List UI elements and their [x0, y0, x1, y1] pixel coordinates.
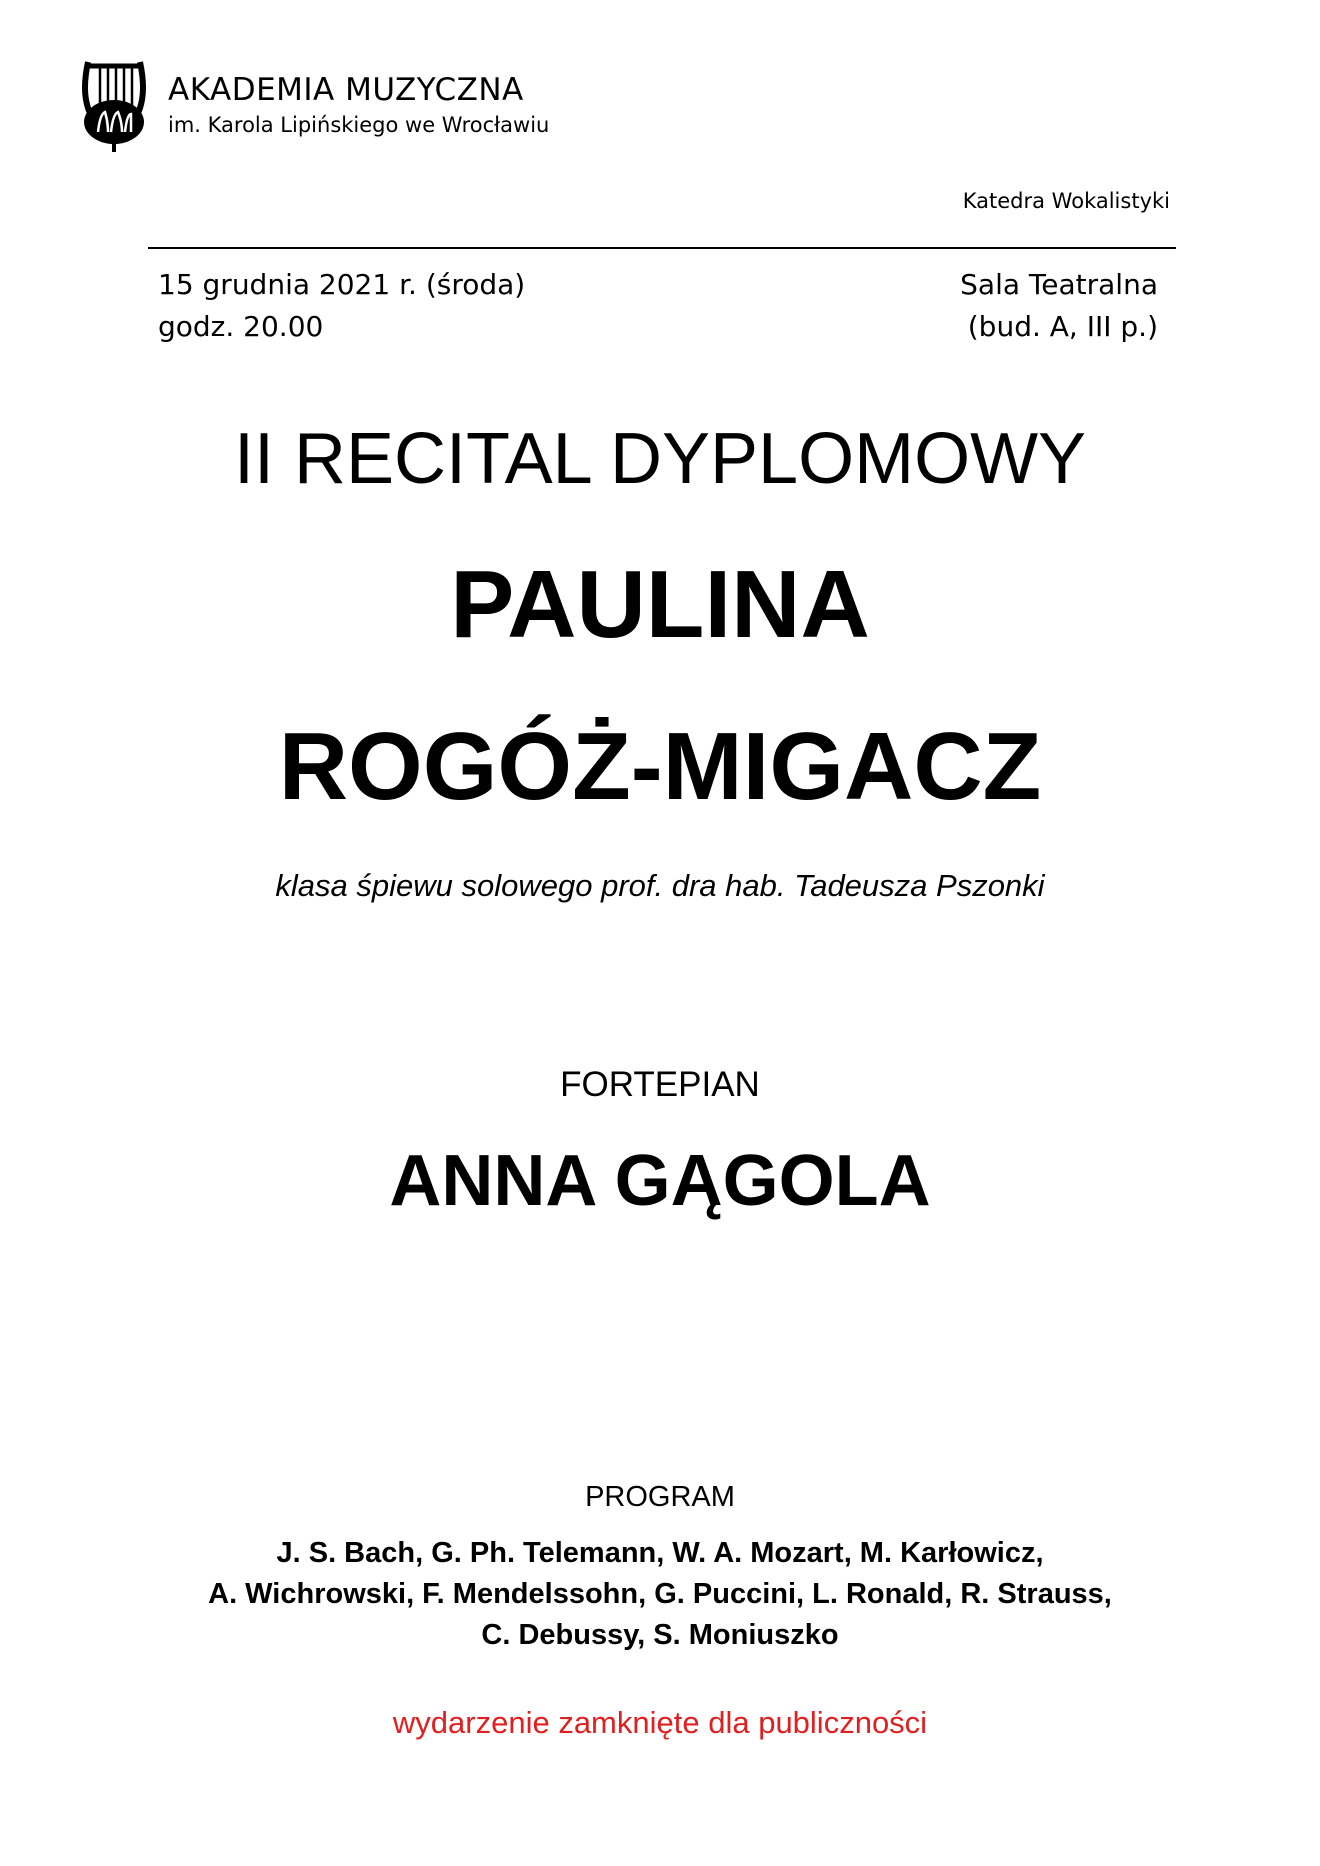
recital-title: II RECITAL DYPLOMOWY	[233, 419, 1087, 499]
header-divider	[148, 247, 1176, 249]
event-time: godz. 20.00	[158, 310, 324, 343]
institution-name: AKADEMIA MUZYCZNA	[168, 72, 524, 108]
composer-line: J. S. Bach, G. Ph. Telemann, W. A. Mozart, M. Karłowicz,	[276, 1537, 1044, 1569]
closed-event-notice: wydarzenie zamknięte dla publiczności	[392, 1705, 928, 1740]
pianist-name: ANNA GĄGOLA	[389, 1141, 931, 1221]
institution-subtitle: im. Karola Lipińskiego we Wrocławiu	[168, 113, 550, 137]
lyre-icon	[78, 52, 150, 154]
performer-last-name: ROGÓŻ-MIGACZ	[278, 713, 1042, 820]
event-date: 15 grudnia 2021 r. (środa)	[158, 268, 526, 301]
event-venue-detail: (bud. A, III p.)	[967, 310, 1158, 343]
voice-class: klasa śpiewu solowego prof. dra hab. Tadeusza Pszonki	[275, 868, 1045, 903]
event-venue: Sala Teatralna	[960, 268, 1158, 301]
composer-line: A. Wichrowski, F. Mendelssohn, G. Puccini, L. Ronald, R. Strauss,	[208, 1578, 1112, 1610]
composer-list	[0, 1533, 1320, 1656]
program-label: PROGRAM	[585, 1481, 735, 1513]
composer-line: C. Debussy, S. Moniuszko	[481, 1619, 839, 1651]
piano-label: FORTEPIAN	[560, 1065, 760, 1104]
department-name: Katedra Wokalistyki	[962, 189, 1170, 213]
performer-first-name: PAULINA	[450, 551, 870, 658]
